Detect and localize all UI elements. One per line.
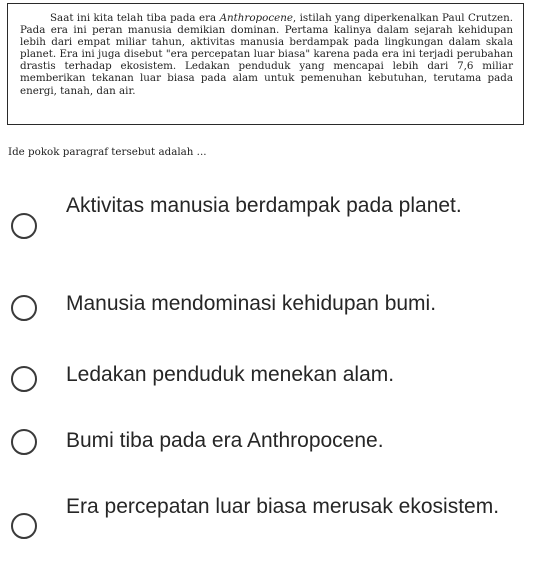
question-text: Ide pokok paragraf tersebut adalah ... <box>8 146 207 158</box>
reading-passage <box>7 3 524 125</box>
radio-button[interactable] <box>11 513 37 539</box>
option-label[interactable]: Manusia mendominasi kehidupan bumi. <box>66 292 437 315</box>
option-label[interactable]: Ledakan penduduk menekan alam. <box>66 363 395 386</box>
radio-button[interactable] <box>11 366 37 392</box>
option-label[interactable]: Bumi tiba pada era Anthropocene. <box>66 429 384 452</box>
passage-italic-term: Anthropocene <box>219 12 293 24</box>
passage-text-rest: , istilah yang diperkenalkan Paul Crutzen. Pada era ini peran manusia demikian dominan. Pertama kalinya dalam sejarah kehidupan lebih dari empat miliar tahun, aktivitas manusia berdampak pada lingkungan dalam skala planet. Era ini juga disebut "era percepatan luar biasa" karena pada era ini terjadi perubahan drastis terhadap ekosistem. Ledakan penduduk yang mencapai lebih dari 7,6 miliar memberikan tekanan luar biasa pada alam untuk pemenuhan kebutuhan, terutama pada energi, tanah, dan air. <box>20 12 514 97</box>
radio-button[interactable] <box>11 295 37 321</box>
option-label[interactable]: Aktivitas manusia berdampak pada planet. <box>66 194 462 217</box>
radio-button[interactable] <box>11 213 37 239</box>
radio-button[interactable] <box>11 429 37 455</box>
passage-text-start: Saat ini kita telah tiba pada era <box>50 12 220 24</box>
option-label[interactable]: Era percepatan luar biasa merusak ekosistem. <box>66 495 500 518</box>
